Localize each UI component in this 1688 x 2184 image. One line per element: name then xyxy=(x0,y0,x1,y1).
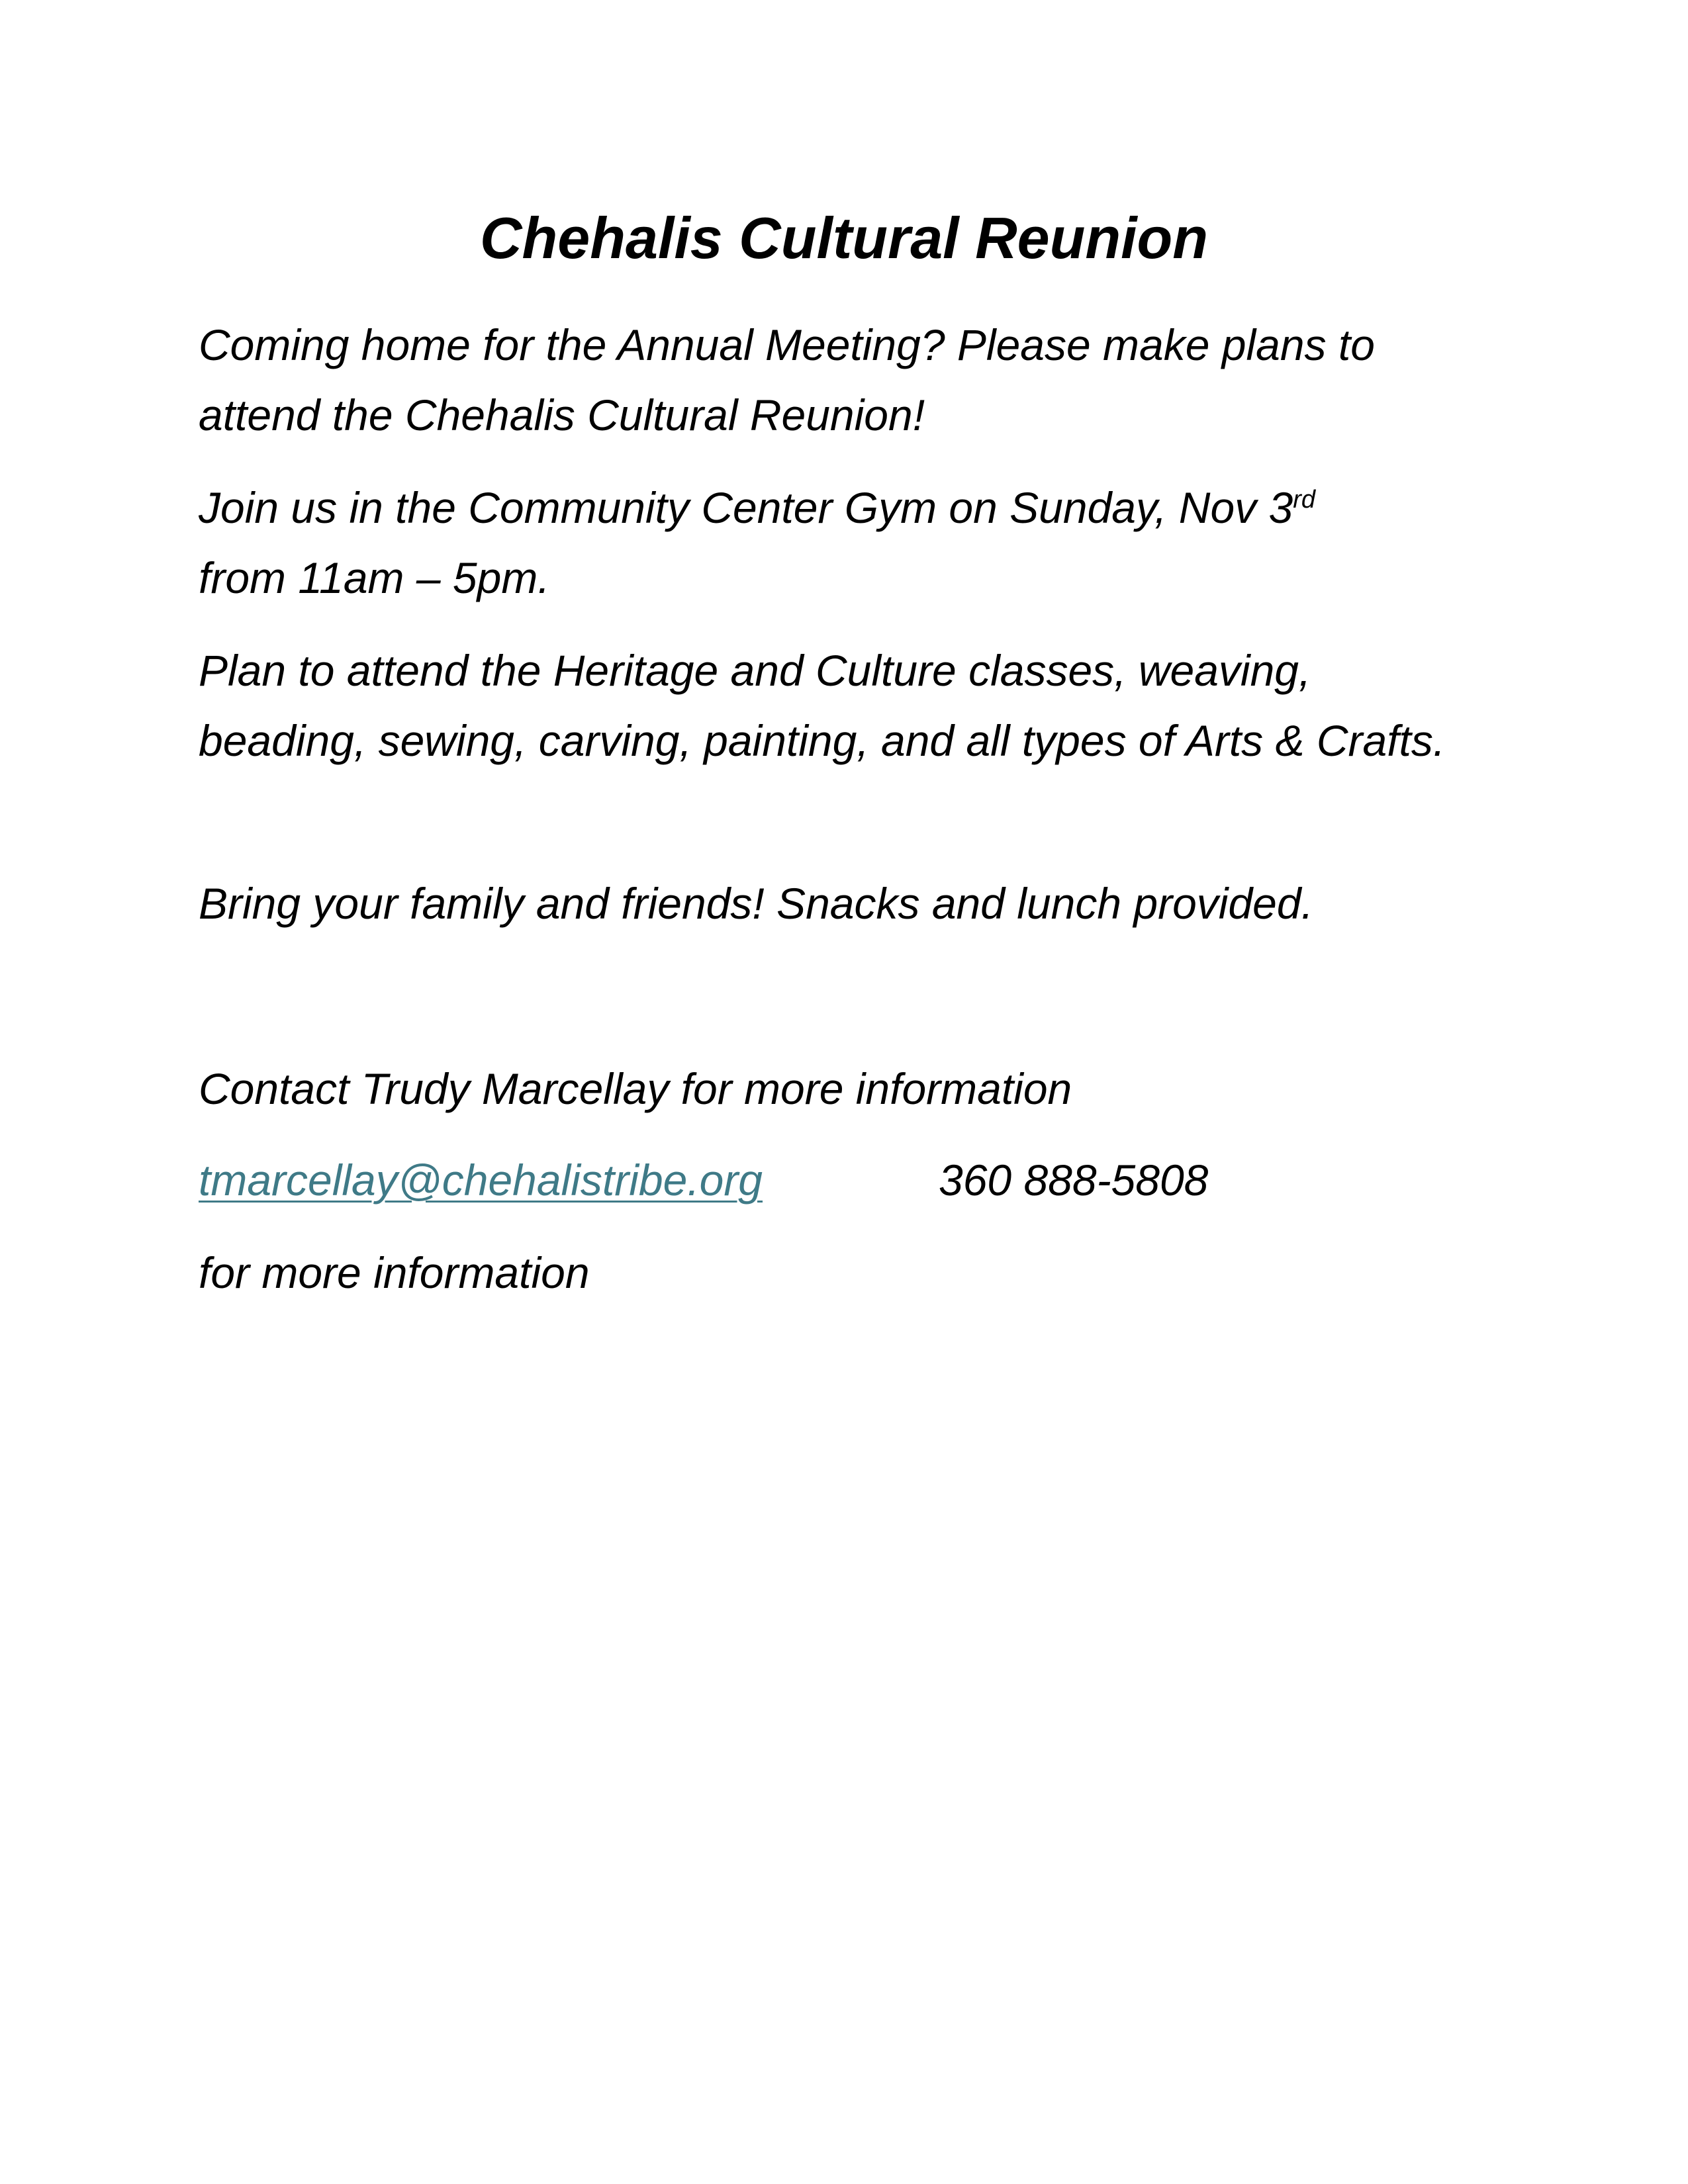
event-location-date: Join us in the Community Center Gym on Sunday, Nov 3 xyxy=(199,483,1293,532)
intro-paragraph: Coming home for the Annual Meeting? Please make plans to attend the Chehalis Cultural Reunion! xyxy=(199,320,1375,439)
event-time: from 11am – 5pm. xyxy=(199,553,550,602)
page-title: Chehalis Cultural Reunion xyxy=(479,205,1209,271)
phone-number: 360 888-5808 xyxy=(939,1156,1209,1205)
event-details-paragraph xyxy=(199,473,1489,613)
contact-paragraph: Contact Trudy Marcellay for more information xyxy=(199,1064,1072,1113)
classes-paragraph: Plan to attend the Heritage and Culture classes, weaving, beading, sewing, carving, painting, and all types of Arts & Crafts. xyxy=(199,646,1446,765)
contact-details xyxy=(199,1145,1489,1215)
date-ordinal-suffix: rd xyxy=(1293,486,1315,514)
email-link[interactable]: tmarcellay@chehalistribe.org xyxy=(199,1156,763,1205)
closing-paragraph: for more information xyxy=(199,1248,590,1297)
family-paragraph: Bring your family and friends! Snacks and lunch provided. xyxy=(199,879,1313,928)
